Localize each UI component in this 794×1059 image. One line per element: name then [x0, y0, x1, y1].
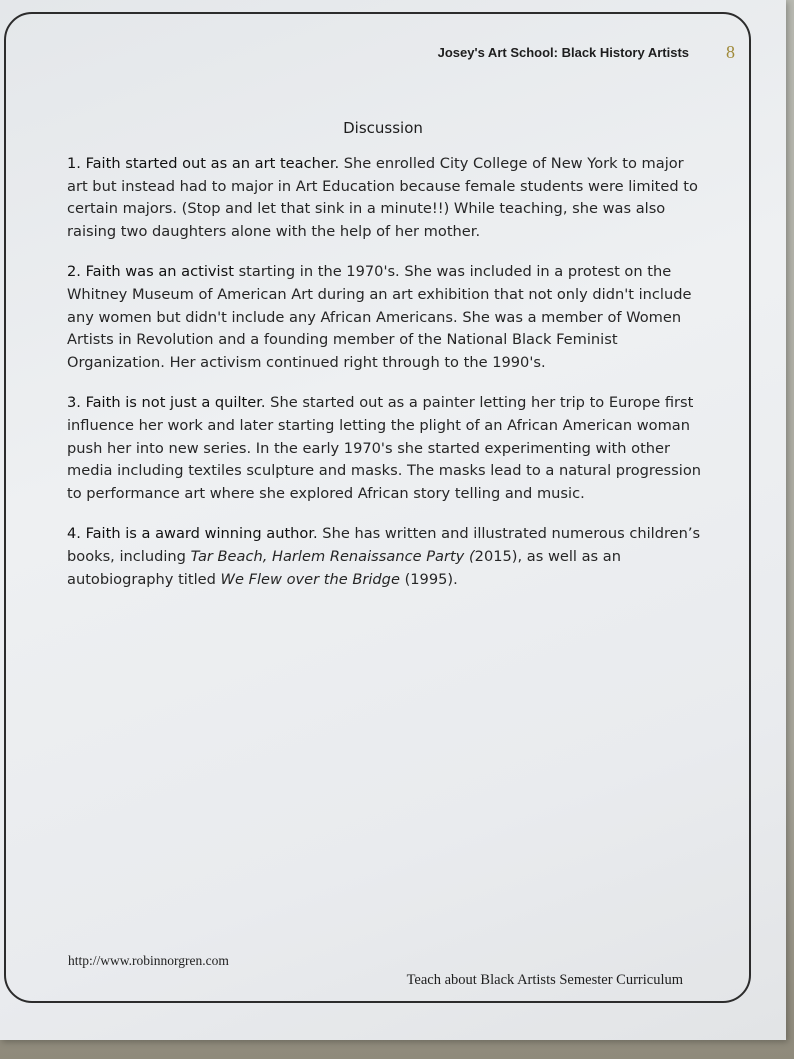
point-body: She enrolled City College of New York to major art but instead had to major in Art Education because female students were limited to certain majors. (Stop and let that sink in a minute!!) While teaching, she was also raising two daughters alone with the help of her mother. — [67, 155, 698, 240]
point-lead: 3. Faith is not just a quilter. — [67, 394, 266, 412]
book-titles: Tar Beach, Harlem Renaissance Party ( — [190, 547, 475, 565]
discussion-points — [67, 153, 707, 609]
page-number: 8 — [726, 42, 735, 62]
discussion-point-3 — [67, 392, 707, 505]
footer-text: Teach about Black Artists Semester Curriculum — [406, 972, 683, 988]
point-body: starting in the 1970's. She was included in a protest on the Whitney Museum of American Art during an art exhibition that not only didn't include any women but didn't include any African Americans. She was a member of Women Artists in Revolution and a founding member of the National Black Feminist Organization. Her activism continued right through to the 1990's. — [67, 263, 692, 371]
website-url: http://www.robinnorgren.com — [68, 953, 229, 968]
point-lead: 1. Faith started out as an art teacher. — [67, 155, 340, 172]
discussion-point-2 — [67, 261, 707, 374]
page-header — [380, 44, 745, 64]
point-lead: 2. Faith was an activist — [67, 263, 234, 281]
point-body: She started out as a painter letting her trip to Europe first influence her work and later starting letting the plight of an African American woman push her into new series. In the early 1970's she started experimenting with other media including textiles sculpture and masks. The masks lead to a natural progression to performance art where she explored African story telling and music. — [67, 394, 702, 502]
discussion-point-4 — [67, 523, 707, 591]
discussion-point-1 — [67, 153, 707, 243]
point-lead: 4. Faith is a award winning author. — [67, 525, 318, 543]
autobiography-title: We Flew over the Bridge — [220, 570, 400, 588]
point-body: (1995). — [399, 570, 458, 588]
point-body: She has written and illustrated numerous children’s books, including — [67, 525, 701, 565]
section-heading: Discussion — [343, 119, 423, 137]
header-title: Josey's Art School: Black History Artists — [437, 45, 689, 60]
point-body: 2015), as well as an autobiography titled — [67, 547, 621, 588]
